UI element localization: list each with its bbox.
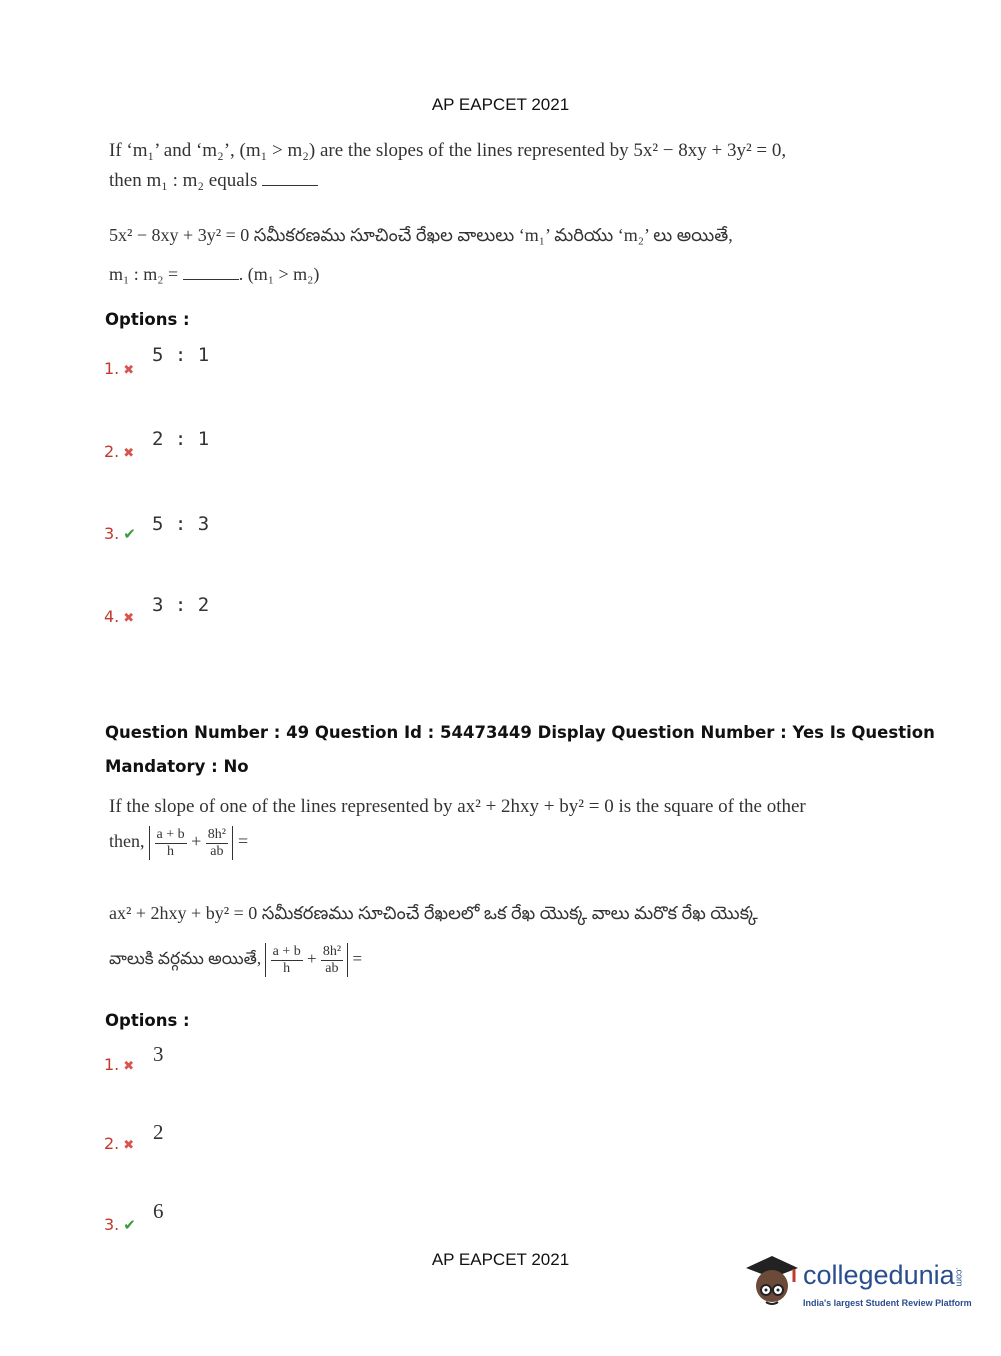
cross-icon: ✖ (123, 611, 135, 626)
mascot-logo-icon (742, 1250, 802, 1312)
equals-sign: = (352, 948, 363, 968)
answer-blank (262, 171, 318, 186)
plus-sign: + (191, 831, 202, 852)
option-3-value: 5 : 3 (152, 513, 210, 535)
option-2-value: 2 : 1 (152, 428, 210, 450)
options-label: Options : (105, 310, 190, 329)
page-header: AP EAPCET 2021 (431, 95, 570, 114)
option-3-number: 3. ✔ (104, 524, 136, 543)
option-2-value: 2 (153, 1120, 164, 1144)
fraction-1: $\frac{a + b}{h}$ (156, 826, 185, 859)
page-footer: AP EAPCET 2021 (431, 1250, 570, 1269)
option-4-number: 4. ✖ (104, 607, 135, 626)
question-english-line-1: If ‘m₁’ and ‘m₂’, (m₁ > m₂) are the slopes of the lines represented by 5x² − 8xy + 3y² = 0, (109, 140, 787, 161)
fraction-1: $\frac{a + b}{h}$ (272, 943, 301, 976)
cross-icon: ✖ (123, 363, 135, 378)
abs-bar-right (347, 943, 348, 977)
question-telugu-formula (109, 943, 362, 977)
option-2-number: 2. ✖ (104, 1134, 135, 1153)
fraction-2: $\frac{\text{8h²}}{ab}$ (207, 826, 226, 859)
option-4-value: 3 : 2 (152, 594, 210, 616)
option-3-value: 6 (153, 1199, 164, 1223)
question-telugu-line-2 (109, 264, 319, 285)
abs-bar-left (265, 943, 266, 977)
question-english-line-2 (109, 170, 318, 192)
option-2-number: 2. ✖ (104, 442, 135, 461)
cross-icon: ✖ (123, 1138, 135, 1153)
cross-icon: ✖ (123, 446, 135, 461)
option-1-number: 1. ✖ (104, 359, 135, 378)
question-meta-line-2: Mandatory : No (105, 757, 249, 776)
abs-bar-right (232, 826, 233, 860)
question-english-line-1: If the slope of one of the lines represented by ax² + 2hxy + by² = 0 is the square of the other (109, 796, 806, 817)
question-english-text: then m₁ : m₂ equals (109, 170, 258, 191)
option-1-number: 1. ✖ (104, 1055, 135, 1074)
plus-sign: + (306, 948, 317, 968)
then-text: then, (109, 831, 145, 852)
options-label: Options : (105, 1011, 190, 1030)
brand-name: collegedunia.com (803, 1260, 965, 1290)
brand-suffix: .com (954, 1267, 965, 1287)
equals-sign: = (237, 831, 249, 852)
question-telugu-text-b: . (m₁ > m₂) (238, 264, 320, 284)
question-telugu-text-a: m₁ : m₂ = (109, 264, 179, 284)
option-1-value: 5 : 1 (152, 344, 210, 366)
option-1-value: 3 (153, 1042, 164, 1066)
check-icon: ✔ (123, 525, 136, 543)
check-icon: ✔ (123, 1216, 136, 1234)
answer-blank (183, 265, 239, 280)
fraction-2: $\frac{\text{8h²}}{ab}$ (322, 943, 342, 976)
abs-bar-left (149, 826, 150, 860)
question-meta-line-1: Question Number : 49 Question Id : 54473449 Display Question Number : Yes Is Question (105, 723, 935, 742)
telugu-text: వాలుకి వర్గము అయితే, (109, 948, 262, 968)
question-telugu-line-1: 5x² − 8xy + 3y² = 0 సమీకరణము సూచించే రేఖల వాలులు ‘m₁’ మరియు ‘m₂’ లు అయితే, (109, 225, 733, 245)
question-telugu-line-1: ax² + 2hxy + by² = 0 సమీకరణము సూచించే రేఖలలో ఒక రేఖ యొక్క వాలు మరొక రేఖ యొక్క (109, 903, 758, 923)
brand-tagline: India's largest Student Review Platform (803, 1298, 972, 1308)
cross-icon: ✖ (123, 1059, 135, 1074)
question-english-formula (109, 826, 248, 860)
option-3-number: 3. ✔ (104, 1215, 136, 1234)
